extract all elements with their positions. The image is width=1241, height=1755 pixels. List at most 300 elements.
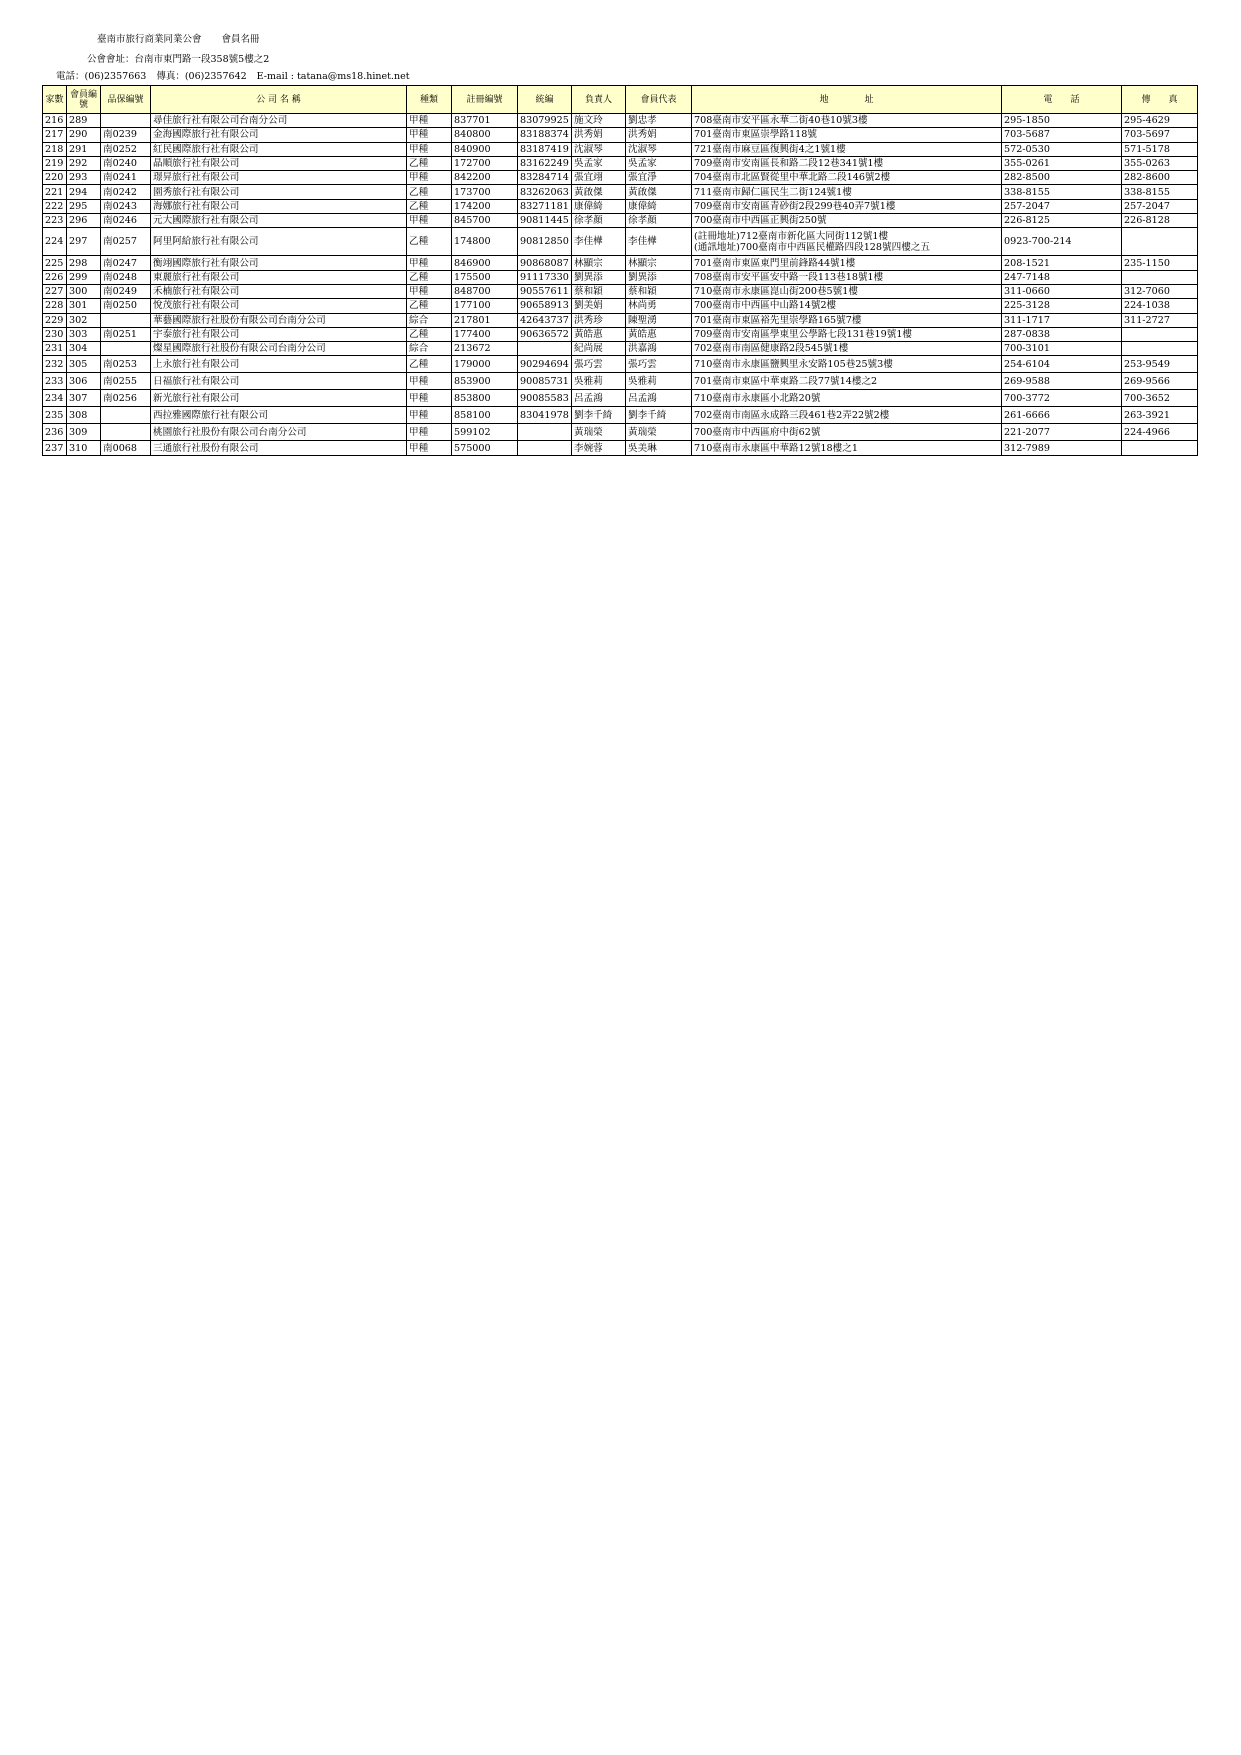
cell-reg-no: 175500 (452, 270, 518, 284)
cell-type: 甲種 (407, 171, 452, 185)
cell-count: 233 (43, 373, 67, 390)
cell-owner: 吳雅莉 (572, 373, 626, 390)
cell-company-name: 晶順旅行社有限公司 (151, 156, 407, 170)
cell-type: 乙種 (407, 156, 452, 170)
cell-rep: 吳孟家 (626, 156, 692, 170)
cell-tax-id: 83187419 (518, 142, 572, 156)
cell-type: 甲種 (407, 256, 452, 270)
cell-reg-no: 845700 (452, 214, 518, 228)
address-line: 701臺南市東區東門里前鋒路44號1樓 (694, 257, 856, 269)
roster-subtitle: 會員名冊 (221, 34, 260, 45)
cell-fax: 703-5697 (1122, 128, 1198, 142)
cell-fax: 355-0263 (1122, 156, 1198, 170)
cell-type: 乙種 (407, 228, 452, 256)
association-contact-line (56, 71, 410, 83)
cell-count: 219 (43, 156, 67, 170)
cell-rep: 吳雅莉 (626, 373, 692, 390)
cell-count: 217 (43, 128, 67, 142)
address-line: 701臺南市東區中華東路二段77號14樓之2 (694, 375, 878, 387)
cell-phone: 225-3128 (1002, 299, 1122, 313)
cell-address (692, 114, 1002, 128)
cell-qa-no: 南0243 (101, 199, 151, 213)
association-email: tatana@ms18.hinet.net (296, 71, 410, 82)
cell-company-name: 阿里阿給旅行社有限公司 (151, 228, 407, 256)
address-line: 700臺南市中西區府中街62號 (694, 426, 821, 438)
cell-qa-no: 南0251 (101, 327, 151, 341)
table-row (43, 199, 1198, 213)
cell-company-name: 日福旅行社有限公司 (151, 373, 407, 390)
cell-company-name: 宇泰旅行社有限公司 (151, 327, 407, 341)
cell-tax-id: 83041978 (518, 407, 572, 424)
cell-reg-no: 599102 (452, 424, 518, 441)
cell-fax: 224-1038 (1122, 299, 1198, 313)
address-line: 708臺南市安平區安中路一段113巷18號1樓 (694, 271, 884, 283)
cell-fax: 282-8600 (1122, 171, 1198, 185)
cell-reg-no: 174800 (452, 228, 518, 256)
cell-tax-id: 90636572 (518, 327, 572, 341)
cell-phone: 311-0660 (1002, 284, 1122, 298)
col-header-member-no: 會員編號 (67, 86, 101, 114)
cell-reg-no: 842200 (452, 171, 518, 185)
cell-fax: 263-3921 (1122, 407, 1198, 424)
roster-title (97, 34, 260, 46)
address-line: 701臺南市東區裕先里崇學路165號7樓 (694, 314, 862, 326)
cell-owner: 李婉蓉 (572, 441, 626, 455)
cell-member-no: 294 (67, 185, 101, 199)
association-phone: (06)2357663 (84, 71, 147, 82)
cell-fax: 700-3652 (1122, 390, 1198, 407)
cell-member-no: 301 (67, 299, 101, 313)
cell-company-name: 桃園旅行社股份有限公司台南分公司 (151, 424, 407, 441)
cell-address (692, 128, 1002, 142)
cell-rep: 徐孝顏 (626, 214, 692, 228)
cell-count: 237 (43, 441, 67, 455)
cell-owner: 劉李千綺 (572, 407, 626, 424)
cell-type: 甲種 (407, 142, 452, 156)
cell-fax: 257-2047 (1122, 199, 1198, 213)
cell-owner: 黃皓惠 (572, 327, 626, 341)
cell-owner: 徐孝顏 (572, 214, 626, 228)
cell-member-no: 303 (67, 327, 101, 341)
cell-reg-no: 217801 (452, 313, 518, 327)
cell-tax-id: 83262063 (518, 185, 572, 199)
cell-tax-id: 90085583 (518, 390, 572, 407)
cell-owner: 康偉綺 (572, 199, 626, 213)
cell-rep: 李佳樺 (626, 228, 692, 256)
cell-member-no: 308 (67, 407, 101, 424)
table-row (43, 114, 1198, 128)
cell-rep: 呂孟鴻 (626, 390, 692, 407)
cell-fax (1122, 228, 1198, 256)
cell-count: 236 (43, 424, 67, 441)
table-header-row (43, 86, 1198, 114)
cell-member-no: 290 (67, 128, 101, 142)
cell-type: 甲種 (407, 214, 452, 228)
table-row (43, 270, 1198, 284)
cell-address (692, 327, 1002, 341)
cell-reg-no: 837701 (452, 114, 518, 128)
cell-company-name: 新光旅行社有限公司 (151, 390, 407, 407)
table-row (43, 313, 1198, 327)
cell-fax: 312-7060 (1122, 284, 1198, 298)
table-row (43, 156, 1198, 170)
address-line: 711臺南市歸仁區民生二街124號1樓 (694, 186, 852, 198)
cell-phone: 700-3772 (1002, 390, 1122, 407)
cell-qa-no: 南0242 (101, 185, 151, 199)
cell-phone: 257-2047 (1002, 199, 1122, 213)
cell-qa-no (101, 114, 151, 128)
cell-reg-no: 853800 (452, 390, 518, 407)
cell-count: 231 (43, 342, 67, 356)
address-line: (通訊地址)700臺南市中西區民權路四段128號四樓之五 (694, 241, 930, 253)
cell-address (692, 342, 1002, 356)
cell-type: 甲種 (407, 407, 452, 424)
address-line: (註冊地址)712臺南市新化區大同街112號1樓 (694, 230, 889, 242)
cell-reg-no: 177100 (452, 299, 518, 313)
cell-address (692, 228, 1002, 256)
cell-tax-id: 83284714 (518, 171, 572, 185)
cell-reg-no: 213672 (452, 342, 518, 356)
cell-company-name: 金海國際旅行社有限公司 (151, 128, 407, 142)
cell-address (692, 390, 1002, 407)
cell-count: 223 (43, 214, 67, 228)
cell-phone: 221-2077 (1002, 424, 1122, 441)
cell-owner: 沈淑琴 (572, 142, 626, 156)
association-name: 臺南市旅行商業同業公會 (97, 34, 202, 45)
cell-fax: 224-4966 (1122, 424, 1198, 441)
cell-qa-no: 南0247 (101, 256, 151, 270)
cell-type: 甲種 (407, 424, 452, 441)
col-header-phone: 電 話 (1002, 86, 1122, 114)
cell-rep: 劉李千綺 (626, 407, 692, 424)
cell-tax-id: 42643737 (518, 313, 572, 327)
col-header-address: 地 址 (692, 86, 1002, 114)
cell-count: 234 (43, 390, 67, 407)
cell-owner: 黃瑞榮 (572, 424, 626, 441)
cell-company-name: 東麗旅行社有限公司 (151, 270, 407, 284)
cell-member-no: 307 (67, 390, 101, 407)
cell-company-name: 衡翊國際旅行社有限公司 (151, 256, 407, 270)
cell-member-no: 305 (67, 356, 101, 373)
cell-member-no: 297 (67, 228, 101, 256)
cell-owner: 李佳樺 (572, 228, 626, 256)
address-line: 710臺南市永康區崑山街200巷5號1樓 (694, 286, 858, 298)
cell-company-name: 尋佳旅行社有限公司台南分公司 (151, 114, 407, 128)
cell-fax (1122, 441, 1198, 455)
cell-owner: 洪秀珍 (572, 313, 626, 327)
table-body (43, 114, 1198, 456)
cell-fax: 571-5178 (1122, 142, 1198, 156)
cell-company-name: 海娜旅行社有限公司 (151, 199, 407, 213)
cell-rep: 洪嘉鴻 (626, 342, 692, 356)
cell-reg-no: 840800 (452, 128, 518, 142)
col-header-rep: 會員代表 (626, 86, 692, 114)
cell-count: 228 (43, 299, 67, 313)
cell-tax-id: 83188374 (518, 128, 572, 142)
cell-qa-no: 南0241 (101, 171, 151, 185)
cell-qa-no: 南0249 (101, 284, 151, 298)
cell-type: 乙種 (407, 299, 452, 313)
cell-phone: 700-3101 (1002, 342, 1122, 356)
cell-member-no: 299 (67, 270, 101, 284)
cell-tax-id: 83162249 (518, 156, 572, 170)
cell-rep: 林尚勇 (626, 299, 692, 313)
cell-address (692, 256, 1002, 270)
cell-address (692, 313, 1002, 327)
table-row (43, 214, 1198, 228)
cell-type: 綜合 (407, 313, 452, 327)
cell-tax-id: 91117330 (518, 270, 572, 284)
cell-phone: 226-8125 (1002, 214, 1122, 228)
cell-company-name: 燦星國際旅行社股份有限公司台南分公司 (151, 342, 407, 356)
cell-reg-no: 848700 (452, 284, 518, 298)
cell-rep: 張巧雲 (626, 356, 692, 373)
table-row (43, 441, 1198, 455)
table-row (43, 185, 1198, 199)
cell-fax: 226-8128 (1122, 214, 1198, 228)
cell-type: 甲種 (407, 114, 452, 128)
cell-owner: 蔡和穎 (572, 284, 626, 298)
cell-rep: 陳聖湧 (626, 313, 692, 327)
cell-type: 甲種 (407, 441, 452, 455)
cell-reg-no: 853900 (452, 373, 518, 390)
cell-tax-id: 83079925 (518, 114, 572, 128)
cell-owner: 張巧雲 (572, 356, 626, 373)
cell-phone: 703-5687 (1002, 128, 1122, 142)
cell-rep: 康偉綺 (626, 199, 692, 213)
address-line: 701臺南市東區崇學路118號 (694, 129, 817, 141)
cell-reg-no: 840900 (452, 142, 518, 156)
cell-count: 224 (43, 228, 67, 256)
cell-phone: 338-8155 (1002, 185, 1122, 199)
table-row (43, 373, 1198, 390)
cell-member-no: 304 (67, 342, 101, 356)
cell-member-no: 289 (67, 114, 101, 128)
cell-qa-no: 南0253 (101, 356, 151, 373)
col-header-reg-no: 註冊編號 (452, 86, 518, 114)
cell-rep: 吳美琳 (626, 441, 692, 455)
table-row (43, 142, 1198, 156)
cell-qa-no (101, 342, 151, 356)
cell-rep: 張宜淨 (626, 171, 692, 185)
cell-member-no: 295 (67, 199, 101, 213)
cell-fax (1122, 270, 1198, 284)
cell-qa-no (101, 313, 151, 327)
cell-owner: 洪秀娟 (572, 128, 626, 142)
table-row (43, 171, 1198, 185)
cell-type: 甲種 (407, 390, 452, 407)
table-row (43, 327, 1198, 341)
cell-tax-id (518, 424, 572, 441)
col-header-tax-id: 統編 (518, 86, 572, 114)
member-table (42, 85, 1198, 456)
cell-fax (1122, 327, 1198, 341)
cell-owner: 施文玲 (572, 114, 626, 128)
cell-address (692, 407, 1002, 424)
cell-address (692, 441, 1002, 455)
cell-rep: 林顯宗 (626, 256, 692, 270)
cell-reg-no: 575000 (452, 441, 518, 455)
cell-count: 232 (43, 356, 67, 373)
cell-phone: 208-1521 (1002, 256, 1122, 270)
cell-member-no: 310 (67, 441, 101, 455)
cell-tax-id: 90557611 (518, 284, 572, 298)
cell-address (692, 199, 1002, 213)
cell-tax-id: 90085731 (518, 373, 572, 390)
cell-company-name: 西拉雅國際旅行社有限公司 (151, 407, 407, 424)
cell-tax-id: 90812850 (518, 228, 572, 256)
cell-type: 綜合 (407, 342, 452, 356)
table-row (43, 407, 1198, 424)
cell-count: 216 (43, 114, 67, 128)
cell-fax: 269-9566 (1122, 373, 1198, 390)
cell-fax (1122, 342, 1198, 356)
cell-qa-no: 南0239 (101, 128, 151, 142)
cell-qa-no: 南0255 (101, 373, 151, 390)
cell-rep: 黃瑞榮 (626, 424, 692, 441)
cell-tax-id: 83271181 (518, 199, 572, 213)
cell-rep: 劉忠孝 (626, 114, 692, 128)
cell-owner: 劉美娟 (572, 299, 626, 313)
cell-phone: 0923-700-214 (1002, 228, 1122, 256)
cell-tax-id: 90658913 (518, 299, 572, 313)
cell-company-name: 園秀旅行社有限公司 (151, 185, 407, 199)
cell-address (692, 299, 1002, 313)
cell-count: 226 (43, 270, 67, 284)
cell-phone: 311-1717 (1002, 313, 1122, 327)
cell-tax-id: 90294694 (518, 356, 572, 373)
cell-qa-no (101, 407, 151, 424)
cell-qa-no: 南0257 (101, 228, 151, 256)
table-row (43, 256, 1198, 270)
cell-count: 229 (43, 313, 67, 327)
cell-rep: 沈淑琴 (626, 142, 692, 156)
cell-address (692, 142, 1002, 156)
cell-phone: 355-0261 (1002, 156, 1122, 170)
cell-rep: 洪秀娟 (626, 128, 692, 142)
cell-type: 乙種 (407, 327, 452, 341)
cell-member-no: 309 (67, 424, 101, 441)
cell-address (692, 373, 1002, 390)
cell-address (692, 185, 1002, 199)
table-row (43, 390, 1198, 407)
cell-count: 218 (43, 142, 67, 156)
table-row (43, 342, 1198, 356)
cell-reg-no: 179000 (452, 356, 518, 373)
cell-type: 乙種 (407, 356, 452, 373)
address-line: 700臺南市中西區正興街250號 (694, 215, 827, 227)
cell-member-no: 292 (67, 156, 101, 170)
cell-owner: 黃啟傑 (572, 185, 626, 199)
cell-count: 235 (43, 407, 67, 424)
cell-company-name: 華藝國際旅行社股份有限公司台南分公司 (151, 313, 407, 327)
cell-type: 甲種 (407, 128, 452, 142)
address-line: 709臺南市安南區長和路二段12巷341號1樓 (694, 158, 884, 170)
cell-phone: 261-6666 (1002, 407, 1122, 424)
cell-reg-no: 858100 (452, 407, 518, 424)
address-line: 721臺南市麻豆區復興街4之1號1樓 (694, 143, 846, 155)
table-row (43, 424, 1198, 441)
cell-phone: 254-6104 (1002, 356, 1122, 373)
cell-company-name: 元大國際旅行社有限公司 (151, 214, 407, 228)
address-line: 710臺南市永康區中華路12號18樓之1 (694, 442, 858, 454)
address-line: 700臺南市中西區中山路14號2樓 (694, 300, 837, 312)
col-header-count: 家數 (43, 86, 67, 114)
cell-address (692, 284, 1002, 298)
phone-label: 電話： (56, 71, 85, 82)
cell-qa-no: 南0246 (101, 214, 151, 228)
cell-member-no: 298 (67, 256, 101, 270)
col-header-owner: 負責人 (572, 86, 626, 114)
cell-member-no: 291 (67, 142, 101, 156)
table-row (43, 284, 1198, 298)
address-line: 709臺南市安南區學東里公學路七段131巷19號1樓 (694, 329, 913, 340)
cell-tax-id (518, 441, 572, 455)
cell-rep: 黃啟傑 (626, 185, 692, 199)
cell-company-name: 三通旅行社股份有限公司 (151, 441, 407, 455)
cell-count: 227 (43, 284, 67, 298)
address-line: 708臺南市安平區永華二街40巷10號3樓 (694, 115, 868, 127)
email-label: E-mail : (256, 71, 294, 82)
cell-count: 221 (43, 185, 67, 199)
cell-member-no: 302 (67, 313, 101, 327)
cell-member-no: 296 (67, 214, 101, 228)
cell-qa-no: 南0068 (101, 441, 151, 455)
cell-owner: 張宜翊 (572, 171, 626, 185)
cell-count: 220 (43, 171, 67, 185)
cell-company-name: 紅民國際旅行社有限公司 (151, 142, 407, 156)
cell-phone: 295-1850 (1002, 114, 1122, 128)
cell-rep: 黃皓惠 (626, 327, 692, 341)
association-address: 台南市東門路一段358號5樓之2 (134, 54, 270, 65)
cell-fax: 338-8155 (1122, 185, 1198, 199)
col-header-qa-no: 品保編號 (101, 86, 151, 114)
cell-count: 230 (43, 327, 67, 341)
cell-address (692, 424, 1002, 441)
cell-address (692, 156, 1002, 170)
cell-tax-id (518, 342, 572, 356)
cell-tax-id: 90811445 (518, 214, 572, 228)
cell-fax: 311-2727 (1122, 313, 1198, 327)
cell-type: 乙種 (407, 185, 452, 199)
cell-owner: 林顯宗 (572, 256, 626, 270)
cell-phone: 312-7989 (1002, 441, 1122, 455)
cell-rep: 蔡和穎 (626, 284, 692, 298)
cell-phone: 282-8500 (1002, 171, 1122, 185)
cell-qa-no: 南0248 (101, 270, 151, 284)
cell-reg-no: 174200 (452, 199, 518, 213)
cell-company-name: 上永旅行社有限公司 (151, 356, 407, 373)
cell-type: 甲種 (407, 284, 452, 298)
cell-type: 乙種 (407, 199, 452, 213)
address-line: 709臺南市安南區青砂街2段299巷40弄7號1樓 (694, 200, 896, 212)
cell-count: 225 (43, 256, 67, 270)
table-row (43, 228, 1198, 256)
col-header-company: 公 司 名 稱 (151, 86, 407, 114)
cell-qa-no: 南0256 (101, 390, 151, 407)
cell-owner: 吳孟家 (572, 156, 626, 170)
cell-fax: 253-9549 (1122, 356, 1198, 373)
table-row (43, 128, 1198, 142)
cell-company-name: 璟昇旅行社有限公司 (151, 171, 407, 185)
cell-member-no: 300 (67, 284, 101, 298)
address-line: 704臺南市北區賢從里中華北路二段146號2樓 (694, 172, 891, 184)
cell-reg-no: 177400 (452, 327, 518, 341)
address-line: 710臺南市永康區小北路20號 (694, 392, 821, 404)
cell-owner: 呂孟鴻 (572, 390, 626, 407)
cell-address (692, 356, 1002, 373)
cell-qa-no (101, 424, 151, 441)
